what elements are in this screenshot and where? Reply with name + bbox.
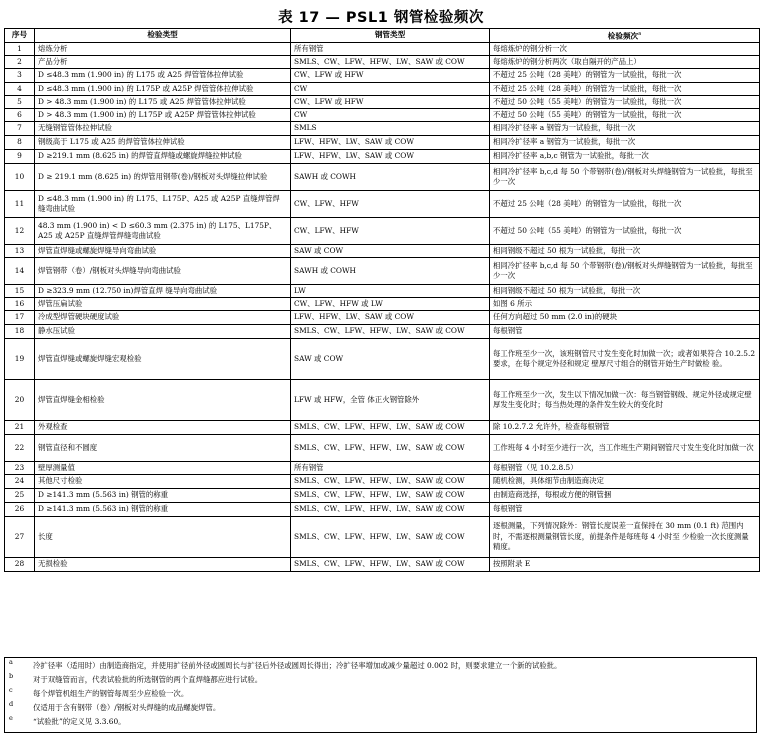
inspection-type-cell: D ≥219.1 mm (8.625 in) 的焊管直焊缝或螺旋焊缝拉伸试验 — [35, 150, 291, 164]
inspection-type-cell: 钢级高于 L175 或 A25 的焊管管体拉伸试验 — [35, 136, 291, 150]
table-row — [5, 517, 760, 558]
row-number: 21 — [5, 421, 35, 435]
row-number: 11 — [5, 191, 35, 218]
pipe-type-cell: SMLS、CW、LFW、HFW、LW、SAW 或 COW — [291, 517, 490, 558]
inspection-type-cell: D ≥ 219.1 mm (8.625 in) 的焊管用钢带(卷)/钢板对头焊缝拉伸试验 — [35, 164, 291, 191]
frequency-cell: 按照附录 E — [490, 558, 760, 572]
inspection-type-cell: 外观检查 — [35, 421, 291, 435]
inspection-type-cell: 熔炼分析 — [35, 43, 291, 56]
frequency-cell: 相同钢级不超过 50 根为一试验批，每批一次 — [490, 245, 760, 258]
footnote-mark: c — [9, 686, 13, 694]
table-row — [5, 489, 760, 503]
footnote-mark: b — [9, 672, 14, 680]
table-header-row — [5, 29, 760, 43]
table-footnotes — [4, 657, 757, 733]
pipe-type-cell: LFW、HFW、LW、SAW 或 COW — [291, 311, 490, 325]
table-row — [5, 69, 760, 83]
pipe-type-cell: SMLS、CW、LFW、HFW、LW、SAW 或 COW — [291, 325, 490, 339]
table-row — [5, 325, 760, 339]
inspection-type-cell: 焊管直焊缝或螺旋焊缝宏观检验 — [35, 339, 291, 380]
table-row — [5, 136, 760, 150]
footnote — [9, 714, 752, 731]
frequency-cell: 任何方向超过 50 mm (2.0 in)的硬块 — [490, 311, 760, 325]
pipe-type-cell: CW、LFW、HFW — [291, 191, 490, 218]
pipe-type-cell: SMLS — [291, 122, 490, 136]
footnote — [9, 658, 752, 675]
row-number: 18 — [5, 325, 35, 339]
inspection-frequency-table — [4, 28, 760, 572]
inspection-type-cell: D ≥141.3 mm (5.563 in) 钢管的称重 — [35, 503, 291, 517]
table-row — [5, 339, 760, 380]
pipe-type-cell: SAW 或 COW — [291, 339, 490, 380]
frequency-cell: 每根钢管 — [490, 325, 760, 339]
row-number: 7 — [5, 122, 35, 136]
table-row — [5, 311, 760, 325]
pipe-type-cell: CW、LFW 或 HFW — [291, 96, 490, 109]
pipe-type-cell: 所有钢管 — [291, 462, 490, 475]
inspection-type-cell: 48.3 mm (1.900 in) < D ≤60.3 mm (2.375 in) 的 L175、L175P、A25 或 A25P 直缝焊管焊缝弯曲试验 — [35, 218, 291, 245]
table-row — [5, 43, 760, 56]
table-row — [5, 285, 760, 298]
pipe-type-cell: SMLS、CW、LFW、HFW、LW、SAW 或 COW — [291, 503, 490, 517]
inspection-type-cell: D ≤48.3 mm (1.900 in) 的 L175P 或 A25P 焊管管体拉伸试验 — [35, 83, 291, 96]
pipe-type-cell: SAW 或 COW — [291, 245, 490, 258]
row-number: 13 — [5, 245, 35, 258]
inspection-type-cell: 焊管直焊缝金相检验 — [35, 380, 291, 421]
frequency-cell: 不超过 50 公吨（55 美吨）的钢管为一试验批，每批一次 — [490, 96, 760, 109]
pipe-type-cell: SAWH 或 COWH — [291, 258, 490, 285]
table-row — [5, 462, 760, 475]
table-row — [5, 83, 760, 96]
pipe-type-cell: CW、LFW、HFW — [291, 218, 490, 245]
table-row — [5, 164, 760, 191]
table-row — [5, 421, 760, 435]
table-row — [5, 56, 760, 69]
row-number: 4 — [5, 83, 35, 96]
footnote — [9, 700, 752, 717]
table-row — [5, 109, 760, 122]
row-number: 27 — [5, 517, 35, 558]
table-row — [5, 475, 760, 489]
inspection-type-cell: D ≥323.9 mm (12.750 in)焊管直焊 缝导向弯曲试验 — [35, 285, 291, 298]
row-number: 19 — [5, 339, 35, 380]
inspection-type-cell: 无缝钢管管体拉伸试验 — [35, 122, 291, 136]
frequency-cell: 不超过 25 公吨（28 美吨）的钢管为一试验批，每批一次 — [490, 69, 760, 83]
frequency-cell: 不超过 50 公吨（55 美吨）的钢管为一试验批，每批一次 — [490, 218, 760, 245]
footnote-mark: e — [9, 714, 13, 722]
row-number: 24 — [5, 475, 35, 489]
header-no: 序号 — [5, 29, 35, 43]
footnote-text: 仅适用于含有钢带（卷）/钢板对头焊缝的成品螺旋焊管。 — [33, 703, 221, 712]
footnote-text: 冷扩径率（适用时）由制造商指定，并使用扩径前外径或圆周长与扩径后外径或圆周长得出；冷扩径率增加或减少量超过 0.002 时，则要求建立一个新的试验批。 — [33, 661, 562, 670]
frequency-cell: 随机检测，具体细节由制造商决定 — [490, 475, 760, 489]
inspection-type-cell: D > 48.3 mm (1.900 in) 的 L175P 或 A25P 焊管管体拉伸试验 — [35, 109, 291, 122]
table-row — [5, 218, 760, 245]
table-row — [5, 380, 760, 421]
pipe-type-cell: SMLS、CW、LFW、HFW、LW、SAW 或 COW — [291, 558, 490, 572]
table-row — [5, 191, 760, 218]
frequency-cell: 每根钢管 — [490, 503, 760, 517]
inspection-type-cell: 无损检验 — [35, 558, 291, 572]
inspection-type-cell: 钢管直径和不圆度 — [35, 435, 291, 462]
frequency-cell: 每熔炼炉的钢分析两次（取自隔开的产品上） — [490, 56, 760, 69]
frequency-cell: 相同钢级不超过 50 根为一试验批，每批一次 — [490, 285, 760, 298]
row-number: 8 — [5, 136, 35, 150]
footnote-text: 每个焊管机组生产的钢管每周至少应检验一次。 — [33, 689, 189, 698]
pipe-type-cell: SMLS、CW、LFW、HFW、LW、SAW 或 COW — [291, 489, 490, 503]
table-row — [5, 96, 760, 109]
frequency-cell: 每工作班至少一次，发生以下情况加做一次：每当钢管钢级、规定外径或规定壁厚发生变化时；每当热处理的条件发生较大的变化时 — [490, 380, 760, 421]
header-inspection-type: 检验类型 — [35, 29, 291, 43]
inspection-type-cell: D ≤48.3 mm (1.900 in) 的 L175、L175P、A25 或 A25P 直缝焊管焊缝弯曲试验 — [35, 191, 291, 218]
table-row — [5, 150, 760, 164]
row-number: 12 — [5, 218, 35, 245]
table-row — [5, 435, 760, 462]
row-number: 5 — [5, 96, 35, 109]
table-row — [5, 503, 760, 517]
footnote — [9, 672, 752, 689]
row-number: 14 — [5, 258, 35, 285]
pipe-type-cell: SMLS、CW、LFW、HFW、LW、SAW 或 COW — [291, 56, 490, 69]
row-number: 22 — [5, 435, 35, 462]
pipe-type-cell: SAWH 或 COWH — [291, 164, 490, 191]
inspection-type-cell: D > 48.3 mm (1.900 in) 的 L175 或 A25 焊管管体拉伸试验 — [35, 96, 291, 109]
row-number: 10 — [5, 164, 35, 191]
inspection-type-cell: 焊管直焊缝或螺旋焊缝导向弯曲试验 — [35, 245, 291, 258]
footnote-mark: a — [9, 658, 13, 666]
row-number: 2 — [5, 56, 35, 69]
header-pipe-type: 钢管类型 — [291, 29, 490, 43]
frequency-cell: 除 10.2.7.2 允许外，检查每根钢管 — [490, 421, 760, 435]
table-row — [5, 258, 760, 285]
frequency-cell: 每根钢管（见 10.2.8.5） — [490, 462, 760, 475]
table-row — [5, 122, 760, 136]
inspection-type-cell: 其他尺寸检验 — [35, 475, 291, 489]
row-number: 9 — [5, 150, 35, 164]
pipe-type-cell: CW、LFW 或 HFW — [291, 69, 490, 83]
frequency-cell: 相同冷扩径率 a,b,c 钢管为一试验批，每批一次 — [490, 150, 760, 164]
footnote — [9, 686, 752, 703]
inspection-type-cell: D ≤48.3 mm (1.900 in) 的 L175 或 A25 焊管管体拉伸试验 — [35, 69, 291, 83]
header-frequency — [490, 29, 760, 43]
pipe-type-cell: SMLS、CW、LFW、HFW、LW、SAW 或 COW — [291, 421, 490, 435]
row-number: 25 — [5, 489, 35, 503]
pipe-type-cell: LFW、HFW、LW、SAW 或 COW — [291, 150, 490, 164]
header-frequency-sup: a — [638, 31, 642, 37]
inspection-type-cell: 静水压试验 — [35, 325, 291, 339]
row-number: 3 — [5, 69, 35, 83]
frequency-cell: 相同冷扩径率 a 钢管为一试验批，每批一次 — [490, 136, 760, 150]
pipe-type-cell: CW — [291, 83, 490, 96]
footnote-text: 对于双缝管而言，代表试验批的所选钢管的两个直焊缝都应进行试验。 — [33, 675, 263, 684]
header-frequency-label: 检验频次 — [607, 31, 639, 41]
row-number: 26 — [5, 503, 35, 517]
inspection-type-cell: 壁厚测量值 — [35, 462, 291, 475]
inspection-type-cell: D ≥141.3 mm (5.563 in) 钢管的称重 — [35, 489, 291, 503]
table-title: 表 17 — PSL1 钢管检验频次 — [278, 10, 484, 26]
row-number: 23 — [5, 462, 35, 475]
frequency-cell: 不超过 50 公吨（55 美吨）的钢管为一试验批，每批一次 — [490, 109, 760, 122]
frequency-cell: 逐根测量，下列情况除外：钢管长度误差一直保持在 30 mm (0.1 ft) 范围内时，不需逐根测量钢管长度，前提条件是每班每 4 小时至 少检验一次长度测量精度。 — [490, 517, 760, 558]
row-number: 1 — [5, 43, 35, 56]
frequency-cell: 相同冷扩径率 b,c,d 每 50 个带钢带(卷)/钢板对头焊缝钢管为一试验批，每批至少一次 — [490, 258, 760, 285]
pipe-type-cell: 所有钢管 — [291, 43, 490, 56]
pipe-type-cell: SMLS、CW、LFW、HFW、LW、SAW 或 COW — [291, 435, 490, 462]
pipe-type-cell: LFW 或 HFW，全管 体正火钢管除外 — [291, 380, 490, 421]
row-number: 17 — [5, 311, 35, 325]
frequency-cell: 如图 6 所示 — [490, 298, 760, 311]
row-number: 28 — [5, 558, 35, 572]
inspection-type-cell: 长度 — [35, 517, 291, 558]
inspection-type-cell: 焊管压扁试验 — [35, 298, 291, 311]
frequency-cell: 工作班每 4 小时至少进行一次，当工作班生产期间钢管尺寸发生变化时加做一次 — [490, 435, 760, 462]
frequency-cell: 相同冷扩径率 b,c,d 每 50 个带钢带(卷)/钢板对头焊缝钢管为一试验批，每批至少一次 — [490, 164, 760, 191]
inspection-type-cell: 焊管钢带（卷）/钢板对头焊缝导向弯曲试验 — [35, 258, 291, 285]
frequency-cell: 每熔炼炉的钢分析一次 — [490, 43, 760, 56]
frequency-cell: 不超过 25 公吨（28 美吨）的钢管为一试验批，每批一次 — [490, 83, 760, 96]
table-row — [5, 558, 760, 572]
pipe-type-cell: CW — [291, 109, 490, 122]
footnote-mark: d — [9, 700, 14, 708]
pipe-type-cell: SMLS、CW、LFW、HFW、LW、SAW 或 COW — [291, 475, 490, 489]
row-number: 16 — [5, 298, 35, 311]
pipe-type-cell: LFW、HFW、LW、SAW 或 COW — [291, 136, 490, 150]
frequency-cell: 相同冷扩径率 a 钢管为一试验批，每批一次 — [490, 122, 760, 136]
frequency-cell: 每工作班至少一次，该班钢管尺寸发生变化时加做一次；或者如果符合 10.2.5.2 要求，在每个规定外径和规定 壁厚尺寸组合的钢管开始生产时做检 验。 — [490, 339, 760, 380]
table-row — [5, 298, 760, 311]
table-row — [5, 245, 760, 258]
frequency-cell: 由制造商选择，每根或方便的钢管捆 — [490, 489, 760, 503]
pipe-type-cell: CW、LFW、HFW 或 LW — [291, 298, 490, 311]
row-number: 6 — [5, 109, 35, 122]
row-number: 20 — [5, 380, 35, 421]
inspection-type-cell: 冷成型焊管硬块硬度试验 — [35, 311, 291, 325]
frequency-cell: 不超过 25 公吨（28 美吨）的钢管为一试验批，每批一次 — [490, 191, 760, 218]
pipe-type-cell: LW — [291, 285, 490, 298]
footnote-text: “试验批”的定义见 3.3.60。 — [33, 717, 126, 726]
row-number: 15 — [5, 285, 35, 298]
inspection-type-cell: 产品分析 — [35, 56, 291, 69]
